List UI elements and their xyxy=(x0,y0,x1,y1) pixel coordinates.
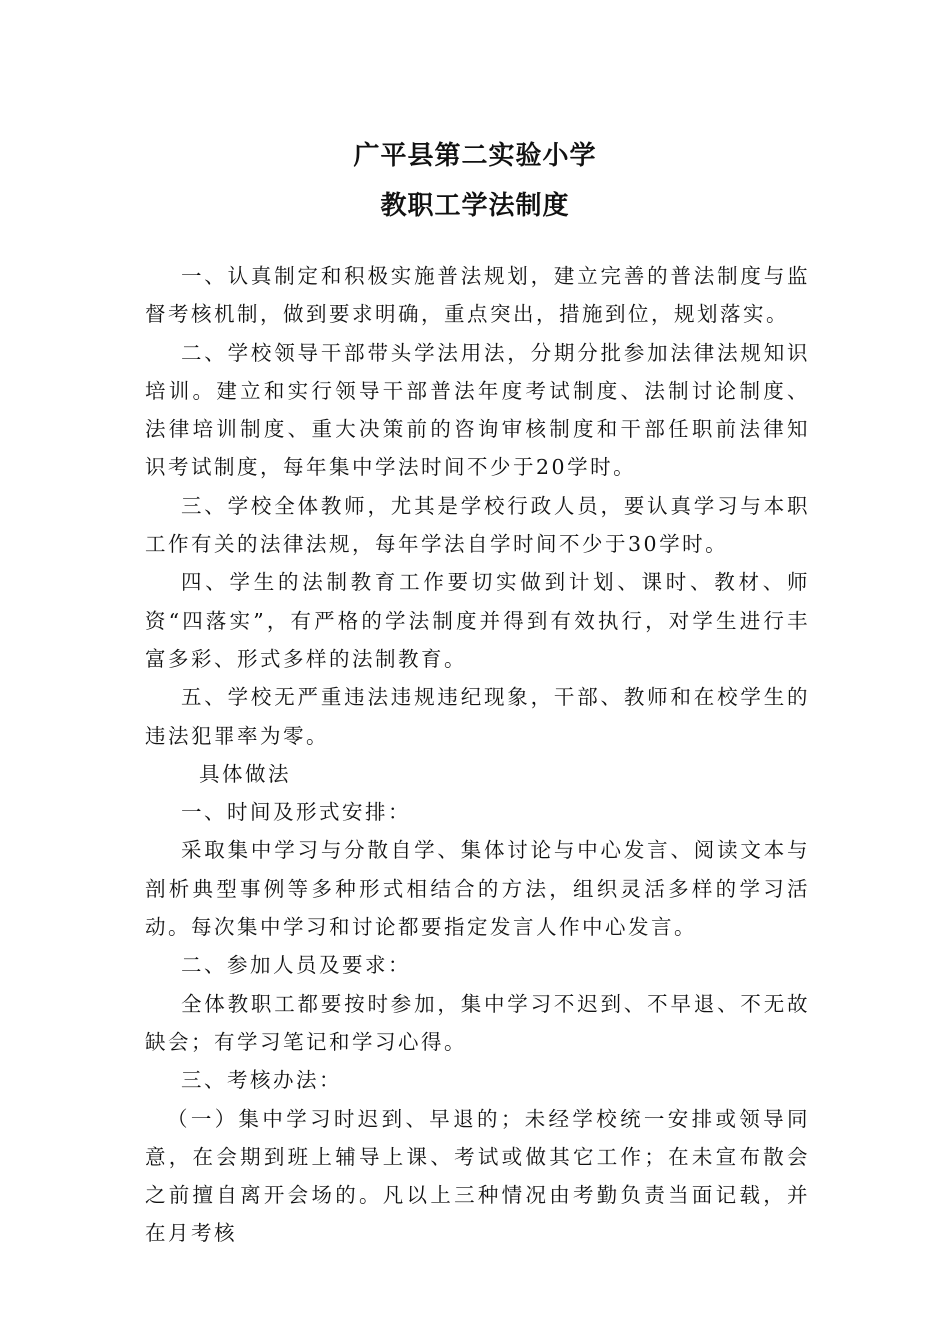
paragraph-4: 四、学生的法制教育工作要切实做到计划、课时、教材、师资“四落实”，有严格的学法制度并得到有效执行，对学生进行丰富多彩、形式多样的法制教育。 xyxy=(145,570,810,671)
paragraph-participants: 全体教职工都要按时参加，集中学习不迟到、不早退、不无故缺会；有学习笔记和学习心得。 xyxy=(145,991,810,1054)
document-subtitle: 教职工学法制度 xyxy=(380,191,570,221)
document-body xyxy=(145,257,810,1253)
section-heading-time: 一、时间及形式安排： xyxy=(181,800,411,825)
paragraph-assessment-1: （一）集中学习时迟到、早退的；未经学校统一安排或领导同意，在会期到班上辅导上课、考试或做其它工作；在未宣布散会之前擅自离开会场的。凡以上三种情况由考勤负责当面记载，并在月考核 xyxy=(145,1106,810,1246)
section-heading-participants: 二、参加人员及要求： xyxy=(181,953,411,978)
paragraph-1: 一、认真制定和积极实施普法规划，建立完善的普法制度与监督考核机制，做到要求明确，重点突出，措施到位，规划落实。 xyxy=(145,264,810,327)
paragraph-3: 三、学校全体教师，尤其是学校行政人员，要认真学习与本职工作有关的法律法规，每年学法自学时间不少于30学时。 xyxy=(145,493,810,557)
document-title: 广平县第二实验小学 xyxy=(353,141,597,171)
section-heading-assessment: 三、考核办法： xyxy=(181,1068,342,1093)
section-heading-methods: 具体做法 xyxy=(199,761,291,786)
paragraph-time: 采取集中学习与分散自学、集体讨论与中心发言、阅读文本与剖析典型事例等多种形式相结合的方法，组织灵活多样的学习活动。每次集中学习和讨论都要指定发言人作中心发言。 xyxy=(145,838,810,940)
paragraph-2: 二、学校领导干部带头学法用法，分期分批参加法律法规知识培训。建立和实行领导干部普法年度考试制度、法制讨论制度、法律培训制度、重大决策前的咨询审核制度和干部任职前法律知识考试制度，每年集中学法时间不少于20学时。 xyxy=(145,340,810,480)
paragraph-5: 五、学校无严重违法违规违纪现象，干部、教师和在校学生的违法犯罪率为零。 xyxy=(145,685,810,748)
